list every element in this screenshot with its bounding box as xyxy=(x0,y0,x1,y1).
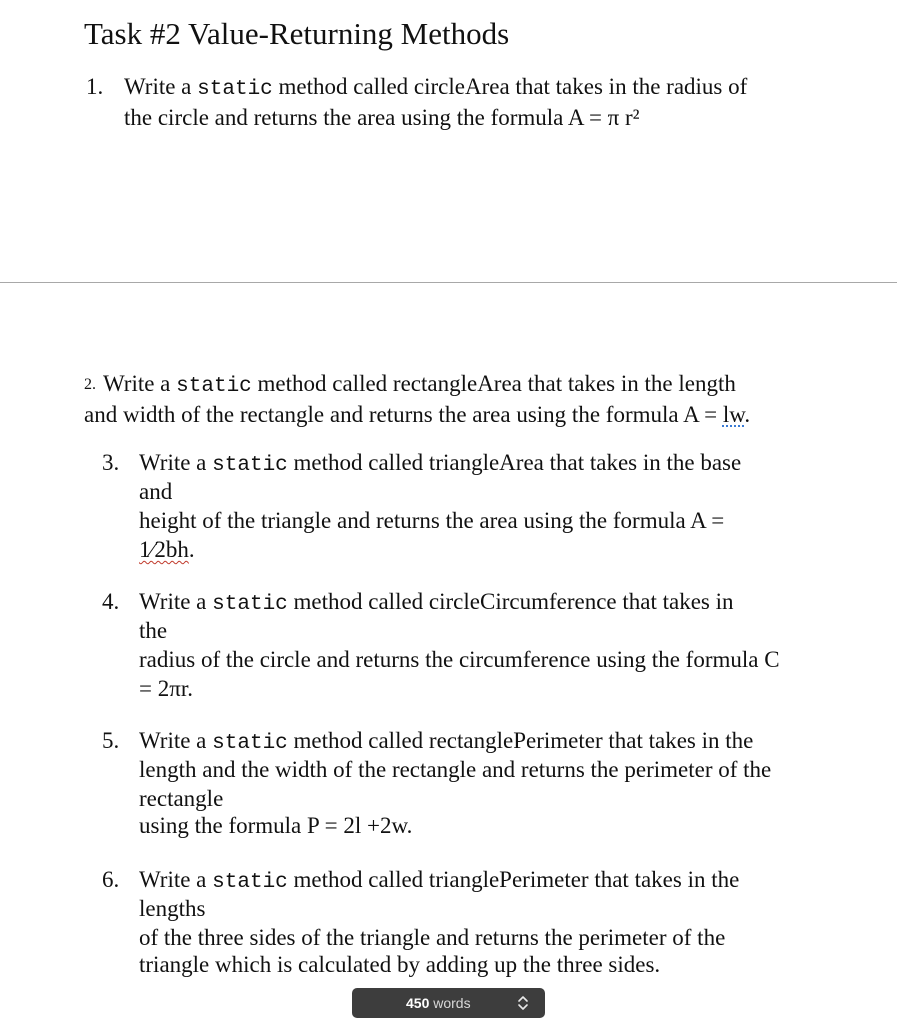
task-title: Task #2 Value-Returning Methods xyxy=(84,16,510,51)
text-line: Write a static method called circleCircumference that takes in xyxy=(139,589,734,616)
list-item-text xyxy=(84,369,750,431)
text-line: Write a static method called rectanglePerimeter that takes in the xyxy=(139,728,754,755)
text-line: Write a static method called rectangleArea that takes in the length xyxy=(103,371,736,398)
text-line: Write a static method called trianglePerimeter that takes in the xyxy=(139,867,740,894)
text-line: length and the width of the rectangle and returns the perimeter of the xyxy=(139,757,772,782)
word-count-number: 450 xyxy=(406,995,430,1011)
spelling-flag[interactable]: 1⁄2bh xyxy=(139,537,189,562)
word-count-text xyxy=(406,995,471,1011)
page-break-divider xyxy=(0,282,897,283)
text-line: and xyxy=(139,479,173,504)
text-line: rectangle xyxy=(139,786,224,811)
text-line: of the three sides of the triangle and returns the perimeter of the xyxy=(139,925,726,950)
list-item-text xyxy=(139,448,741,564)
code-keyword: static xyxy=(197,78,273,101)
text-line: Write a static method called triangleArea that takes in the base xyxy=(139,450,742,477)
word-count-label: words xyxy=(433,995,471,1011)
list-number: 3. xyxy=(102,450,120,475)
text-line: Write a static method called circleArea that takes in the radius of xyxy=(124,74,748,101)
list-item-text xyxy=(139,865,739,979)
code-keyword: static xyxy=(212,454,288,477)
code-keyword: static xyxy=(212,871,288,894)
text-line: = 2πr. xyxy=(139,676,193,701)
word-count-button[interactable] xyxy=(352,988,545,1018)
text-line: the xyxy=(139,618,168,643)
text-line: and width of the rectangle and returns the area using the formula A = lw. xyxy=(84,402,751,427)
list-number: 5. xyxy=(102,728,120,753)
code-keyword: static xyxy=(176,375,252,398)
text-line: 1⁄2bh. xyxy=(139,537,195,562)
text-line: radius of the circle and returns the circumference using the formula C xyxy=(139,647,780,672)
list-item-text xyxy=(124,72,747,134)
text-line: lengths xyxy=(139,896,206,921)
list-number: 2. xyxy=(84,376,96,393)
list-number: 6. xyxy=(102,867,120,892)
list-number: 1. xyxy=(86,74,104,99)
list-item-text xyxy=(139,587,780,703)
list-item-text xyxy=(139,726,771,840)
grammar-flag[interactable]: lw xyxy=(722,402,745,427)
text-line: the circle and returns the area using the formula A = π r² xyxy=(124,105,640,130)
text-line: height of the triangle and returns the area using the formula A = xyxy=(139,508,725,533)
code-keyword: static xyxy=(212,732,288,755)
text-line: triangle which is calculated by adding up the three sides. xyxy=(139,952,661,977)
text-line: using the formula P = 2l +2w. xyxy=(139,813,413,838)
list-number: 4. xyxy=(102,589,120,614)
up-down-chevron-icon[interactable] xyxy=(516,994,530,1012)
code-keyword: static xyxy=(212,593,288,616)
